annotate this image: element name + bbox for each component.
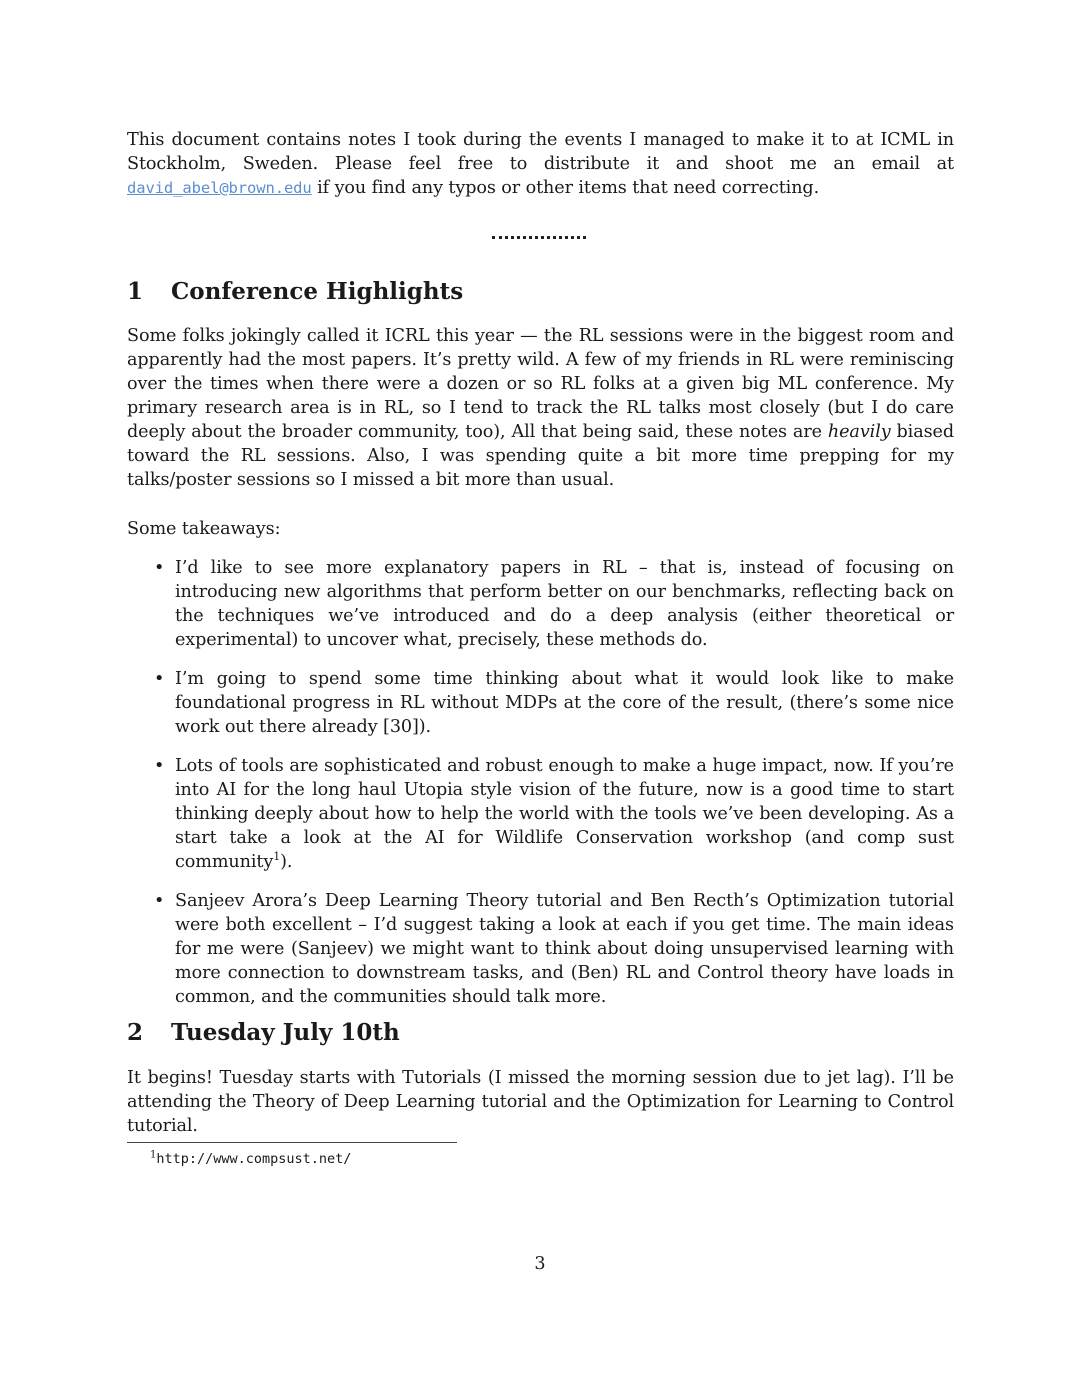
list-item-text: ). [280,852,293,872]
takeaways-text: Some takeaways: [127,519,281,539]
takeaways-list [154,556,954,1024]
bullet-icon: • [154,558,165,578]
section-number: 2 [127,1019,144,1046]
intro-text-start: This document contains notes I took during the events I managed to make it to at ICML in Stockholm, Sweden. Please feel free to distribute it and shoot me an email at [127,130,954,174]
list-item-text: I’d like to see more explanatory papers in RL – that is, instead of focusing on introducing new algorithms that perform better on our benchmarks, reflecting back on the techniques we’ve introduced and do a deep analysis (either theoretical or experimental) to uncover what, precisely, these methods do. [175,558,954,650]
footnote-rule [127,1142,457,1143]
section-divider [492,236,586,239]
footnote-marker[interactable]: 1 [273,850,281,864]
list-item [154,754,954,874]
section-1-paragraph [127,324,954,492]
list-item [154,889,954,1009]
intro-text-end: if you find any typos or other items that need correcting. [311,178,820,198]
footnote [150,1150,351,1168]
page-number: 3 [534,1254,546,1274]
list-item-text: Sanjeev Arora’s Deep Learning Theory tutorial and Ben Recth’s Optimization tutorial were both excellent – I’d suggest taking a look at each if you get time. The main ideas for me were (Sanjeev) we might want to think about doing unsupervised learning with more connection to downstream tasks, and (Ben) RL and Control theory have loads in common, and the communities should talk more. [175,891,954,1007]
bullet-icon: • [154,669,165,689]
emphasis-text: heavily [827,422,891,442]
list-item [154,556,954,652]
paragraph-text: It begins! Tuesday starts with Tutorials (I missed the morning session due to jet lag). I’ll be attending the Theory of Deep Learning tutorial and the Optimization for Learning to Control tutorial. [127,1068,954,1136]
section-2-paragraph [127,1066,954,1138]
footnote-number: 1 [150,1149,157,1161]
bullet-icon: • [154,891,165,911]
paragraph-text: biased toward the RL sessions. Also, I was spending quite a bit more time prepping for my talks/poster sessions so I missed a bit more than usual. [127,422,954,490]
footnote-url[interactable]: http://www.compsust.net/ [156,1151,352,1167]
bullet-icon: • [154,756,165,776]
takeaways-label [127,517,954,541]
list-item-text: I’m going to spend some time thinking about what it would look like to make foundational progress in RL without MDPs at the core of the result, (there’s some nice work out there already [30]). [175,669,954,737]
section-title: Conference Highlights [171,278,464,305]
section-heading-2 [127,1018,954,1048]
paragraph-text: Some folks jokingly called it ICRL this year — the RL sessions were in the biggest room and apparently had the most papers. It’s pretty wild. A few of my friends in RL were reminiscing over the times when there were a dozen or so RL folks at a given big ML conference. My primary research area is in RL, so I tend to track the RL talks most closely (but I do care deeply about the broader community, too), All that being said, these notes are [127,326,954,442]
section-heading-1 [127,277,954,307]
list-item [154,667,954,739]
email-link[interactable]: david_abel@brown.edu [127,179,312,197]
section-number: 1 [127,278,144,305]
section-title: Tuesday July 10th [171,1019,400,1046]
intro-paragraph [127,128,954,200]
list-item-text: Lots of tools are sophisticated and robust enough to make a huge impact, now. If you’re into AI for the long haul Utopia style vision of the future, now is a good time to start thinking deeply about how to help the world with the tools we’ve been developing. As a start take a look at the AI for Wildlife Conservation workshop (and comp sust community [175,756,954,872]
